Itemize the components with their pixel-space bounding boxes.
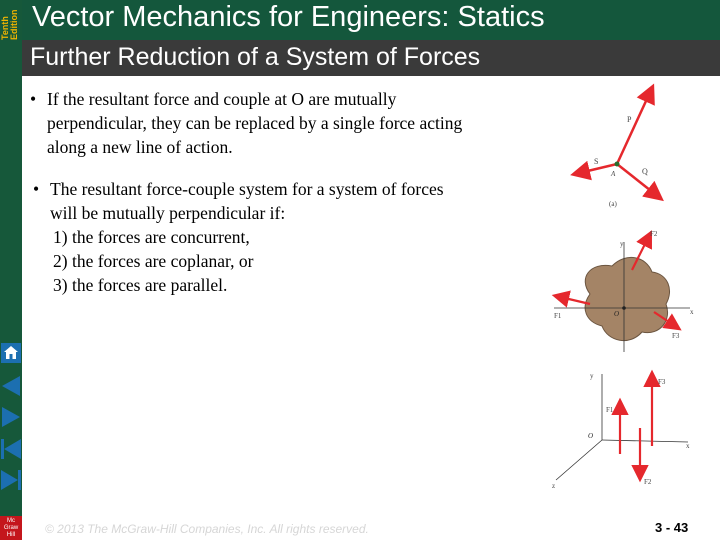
home-icon[interactable] [0, 342, 22, 364]
figure-parallel-forces [548, 362, 708, 492]
x-axis [602, 440, 688, 442]
previous-icon[interactable] [0, 374, 22, 398]
label-q: Q [642, 167, 648, 176]
last-icon[interactable] [0, 468, 22, 492]
slide-subtitle: Further Reduction of a System of Forces [30, 43, 481, 71]
force-q-arrow [617, 164, 660, 198]
label-f3: F3 [672, 332, 680, 340]
mcgraw-hill-logo: Mc Graw Hill [0, 516, 22, 540]
page-title: Vector Mechanics for Engineers: Statics [32, 1, 545, 33]
point-a [615, 162, 620, 167]
origin-point [622, 306, 626, 310]
force-f1-arrow [556, 296, 590, 304]
figure-concurrent-forces [560, 80, 720, 210]
edition-label [0, 0, 22, 44]
label-a: A [611, 170, 616, 178]
edition-line1: Tenth [0, 16, 10, 40]
label-f3: F3 [658, 378, 666, 386]
header-bar [22, 0, 720, 40]
bullet-2: • The resultant force-couple system for a system of forces will be mutually perpendicular if: 1) the forces are concurrent, 2) the forces are coplanar, or 3) the forces are parallel. [33, 179, 444, 295]
label-f2: F2 [650, 230, 658, 238]
z-axis [556, 440, 602, 480]
bullet-1: • If the resultant force and couple at O are mutually perpendicular, they can be replaced by a single force acting along a new line of action. [30, 89, 463, 157]
rigid-body [585, 257, 669, 340]
label-s: S [594, 157, 599, 166]
label-x: x [690, 308, 694, 316]
bullet-1-line: If the resultant force and couple at O are mutually [47, 89, 397, 109]
list-item: 3) the forces are parallel. [53, 275, 228, 295]
bullet-1-line: along a new line of action. [47, 137, 233, 157]
first-icon[interactable] [0, 437, 22, 461]
bullet-2-line: The resultant force-couple system for a system of forces [50, 179, 444, 199]
subheader-bar [22, 40, 720, 76]
bullet-2-line: will be mutually perpendicular if: [50, 203, 286, 223]
caption-a: (a) [609, 200, 617, 208]
figure-coplanar-forces [550, 222, 710, 360]
next-icon[interactable] [0, 405, 22, 429]
label-f2: F2 [644, 478, 652, 486]
label-y: y [590, 372, 594, 380]
edition-line2: Edition [9, 9, 19, 40]
label-f1: F1 [554, 312, 562, 320]
label-o: O [588, 432, 594, 440]
copyright-notice: © 2013 The McGraw-Hill Companies, Inc. All rights reserved. [45, 522, 369, 536]
page-number: 3 - 43 [655, 520, 689, 535]
label-y: y [620, 240, 624, 248]
list-item: 2) the forces are coplanar, or [53, 251, 254, 271]
label-z: z [552, 482, 556, 490]
force-p-arrow [617, 88, 652, 164]
list-item: 1) the forces are concurrent, [53, 227, 250, 247]
label-p: P [627, 115, 632, 124]
label-o: O [614, 310, 620, 318]
bullet-1-line: perpendicular, they can be replaced by a single force acting [47, 113, 463, 133]
label-x: x [686, 442, 690, 450]
label-f1: F1 [606, 406, 614, 414]
